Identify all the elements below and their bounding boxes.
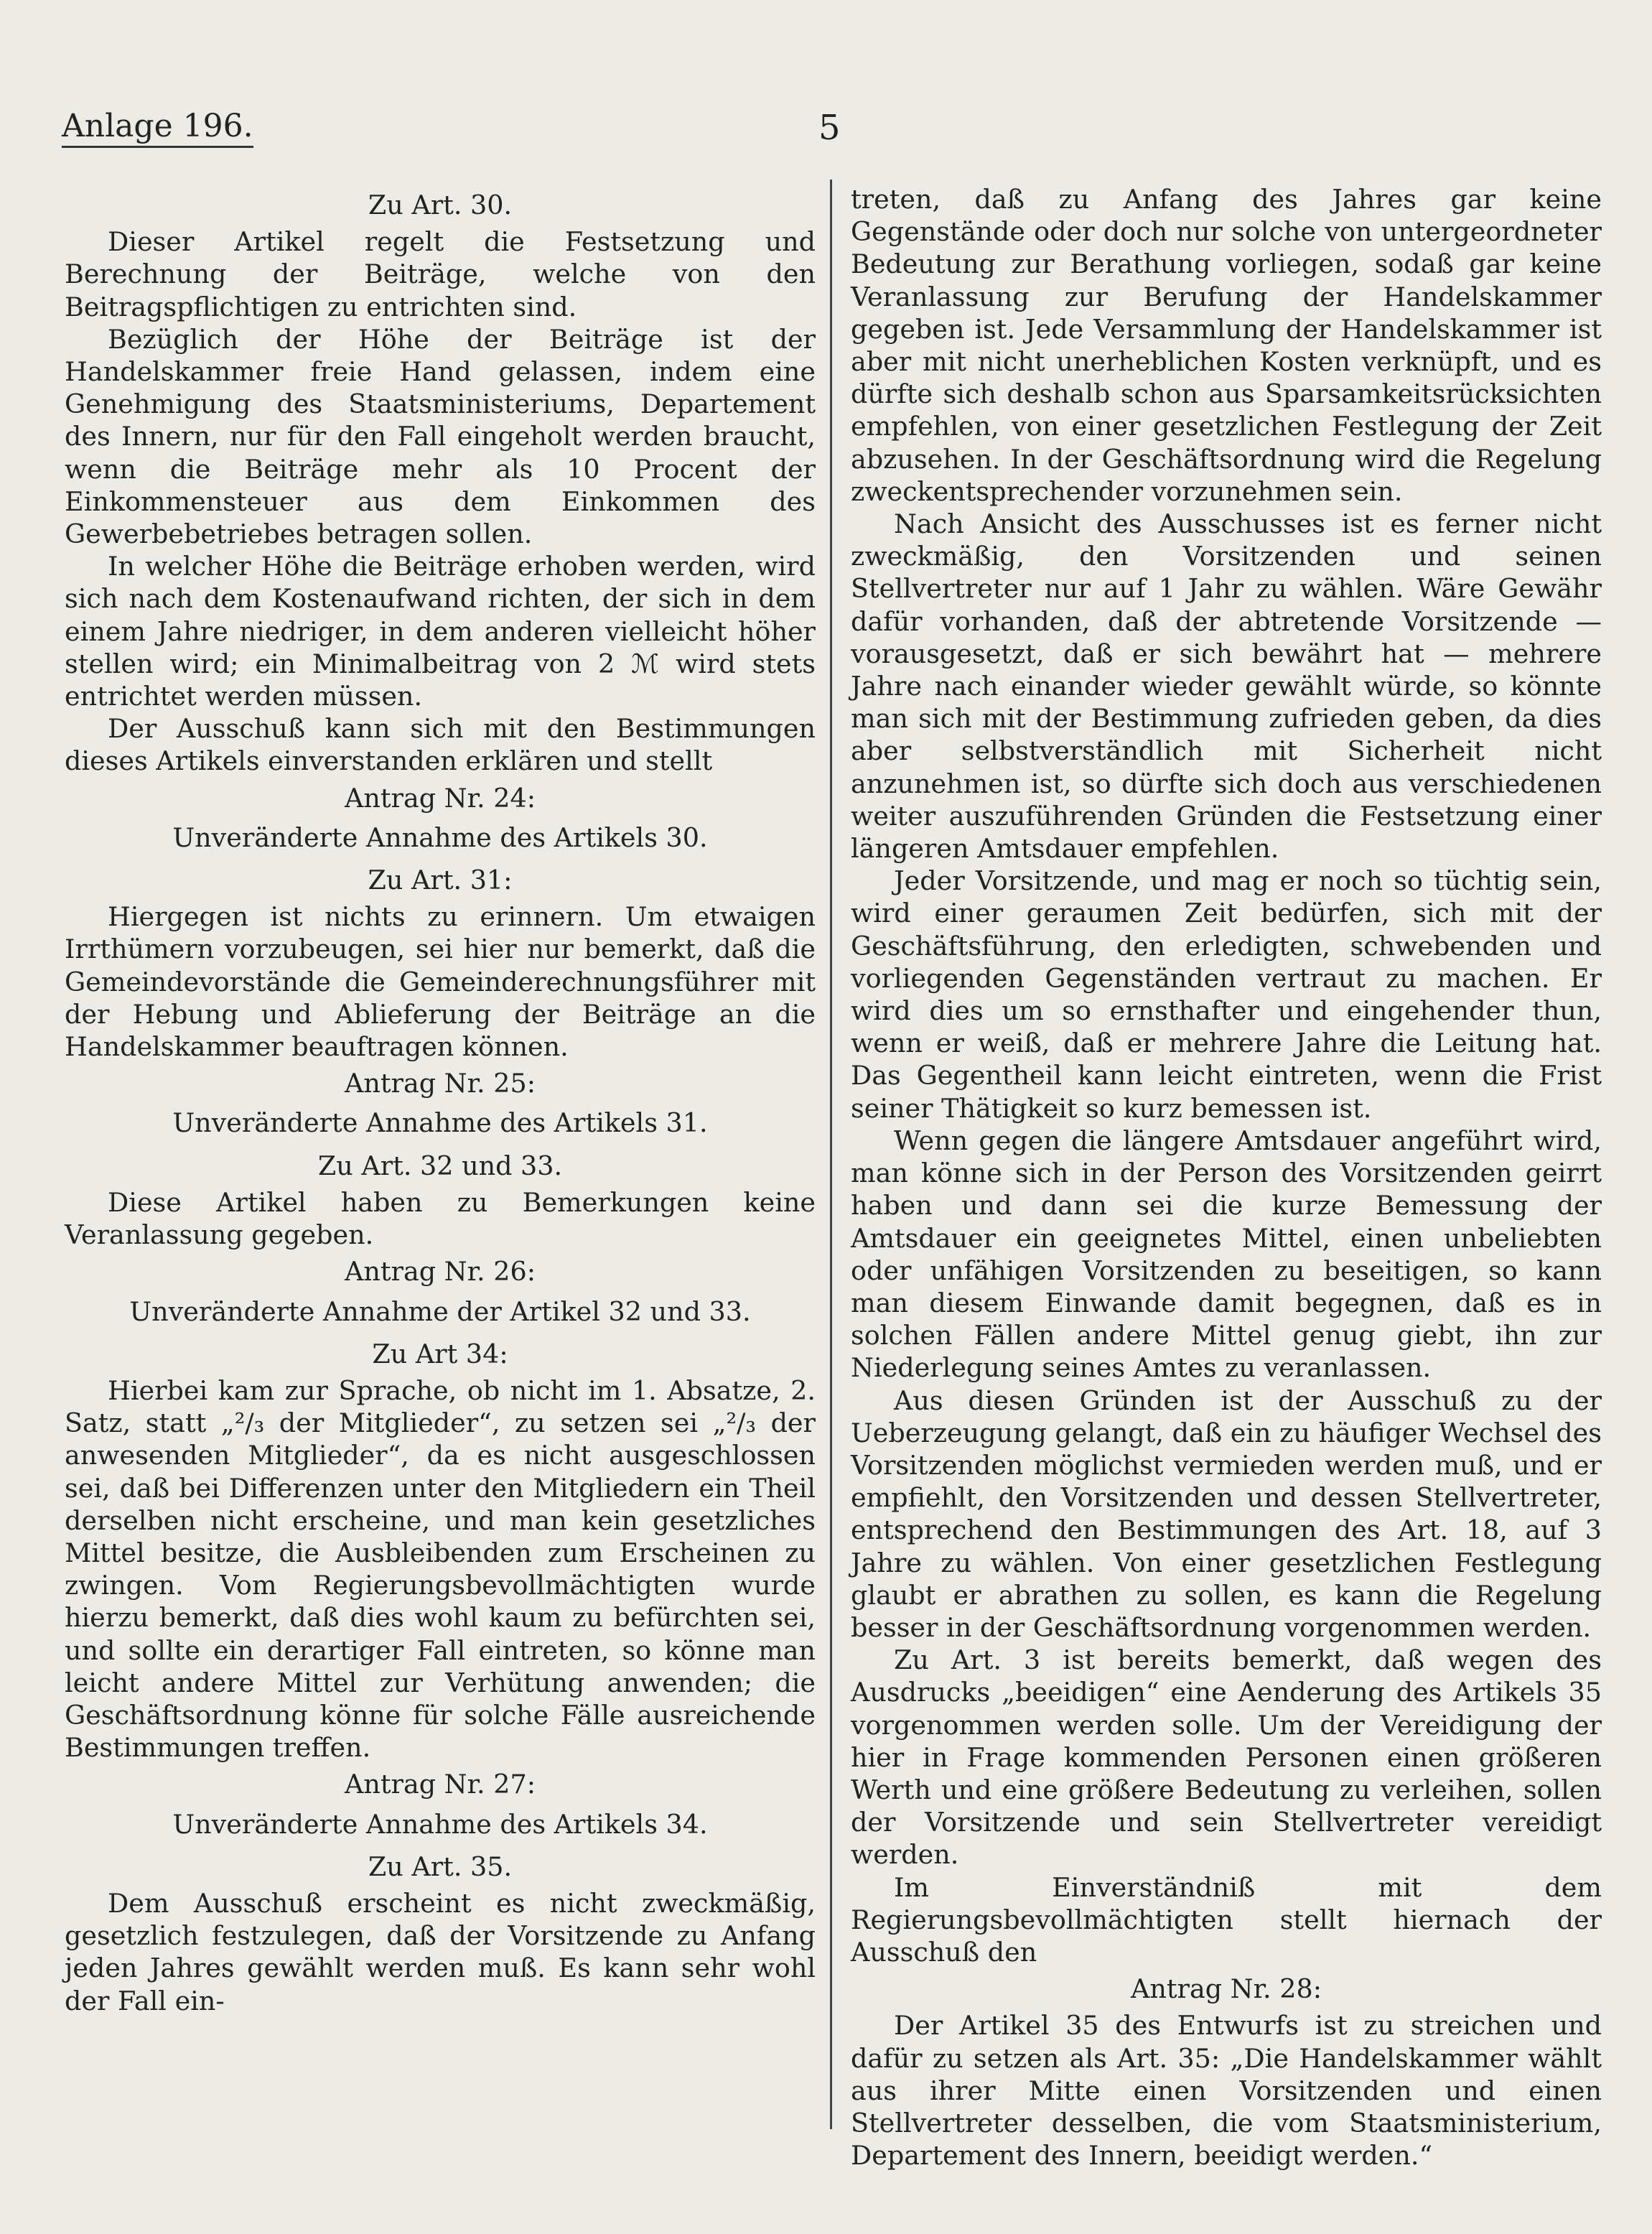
section-heading: Zu Art. 30. [368,190,513,220]
paragraph: Zu Art. 3 ist bereits bemerkt, daß wegen des Ausdrucks „beeidigen“ eine Aenderung des Artikels 35 vorgenommen werden solle. Um der Vereidigung der hier in Frage kommenden Personen einen größeren Werth und eine größere Bedeutung zu verleihen, sollen der Vorsitzende und sein Stellvertreter vereidigt werden. [851,1644,1602,1871]
motion-label: Antrag Nr. 27: [344,1769,536,1800]
motion-text: Unveränderte Annahme des Artikels 31. [172,1107,708,1139]
left-column [65,183,816,2017]
motion-label: Antrag Nr. 25: [344,1068,536,1099]
paragraph: Dem Ausschuß erscheint es nicht zweckmäßig, gesetzlich festzulegen, daß der Vorsitzende zu Anfang jeden Jahres gewählt werden muß. Es kann sehr wohl der Fall ein- [65,1887,816,2016]
paragraph: Wenn gegen die längere Amtsdauer angeführt wird, man könne sich in der Person des Vorsitzenden geirrt haben und dann sei die kurze Bemessung der Amtsdauer ein geeignetes Mittel, einen unbeliebten oder unfähigen Vorsitzenden zu beseitigen, so kann man diesem Einwande damit begegnen, daß es in solchen Fällen andere Mittel genug giebt, ihn zur Niederlegung seines Amtes zu veranlassen. [851,1125,1602,1384]
paragraph: Hierbei kam zur Sprache, ob nicht im 1. Absatze, 2. Satz, statt „²/₃ der Mitglieder“, zu setzen sei „²/₃ der anwesenden Mitglieder“, da es nicht ausgeschlossen sei, daß bei Differenzen unter den Mitgliedern ein Theil derselben nicht erscheine, und man kein gesetzliches Mittel besitze, die Ausbleibenden zum Erscheinen zu zwingen. Vom Regierungsbevollmächtigten wurde hierzu bemerkt, daß dies wohl kaum zu befürchten sei, und sollte ein derartiger Fall eintreten, so könne man leicht andere Mittel zur Verhütung anwenden; die Geschäftsordnung könne für solche Fälle ausreichende Bestimmungen treffen. [65,1374,816,1764]
paragraph-continued: treten, daß zu Anfang des Jahres gar keine Gegenstände oder doch nur solche von untergeordneter Bedeutung zur Berathung vorliegen, sodaß gar keine Veranlassung zur Berufung der Handelskammer gegeben ist. Jede Versammlung der Handelskammer ist aber mit nicht unerheblichen Kosten verknüpft, und es dürfte sich deshalb schon aus Sparsamkeitsrücksichten empfehlen, von einer gesetzlichen Festlegung der Zeit abzusehen. In der Geschäftsordnung wird die Regelung zweckentsprechender vorzunehmen sein. [851,184,1602,507]
paragraph: Diese Artikel haben zu Bemerkungen keine Veranlassung gegeben. [65,1186,816,1251]
paragraph: Aus diesen Gründen ist der Ausschuß zu der Ueberzeugung gelangt, daß ein zu häufiger Wechsel des Vorsitzenden möglichst vermieden werden muß, und er empfiehlt, den Vorsitzenden und dessen Stellvertreter, entsprechend den Bestimmungen des Art. 18, auf 3 Jahre zu wählen. Von einer gesetzlichen Festlegung glaubt er abrathen zu sollen, es kann die Regelung besser in der Geschäftsordnung vorgenommen werden. [851,1384,1602,1643]
paragraph: In welcher Höhe die Beiträge erhoben werden, wird sich nach dem Kostenaufwand richten, der sich in dem einem Jahre niedriger, in dem anderen vielleicht höher stellen wird; ein Minimalbeitrag von 2 ℳ wird stets entrichtet werden müssen. [65,551,816,712]
appendix-label: Anlage 196. [62,108,253,148]
right-column [851,183,1602,2172]
motion-text: Unveränderte Annahme der Artikel 32 und 33. [129,1295,751,1327]
column-divider [830,180,832,2129]
motion-label: Antrag Nr. 28: [1130,1973,1322,2005]
motion-text: Unveränderte Annahme des Artikels 34. [172,1808,708,1840]
section-heading: Zu Art. 31: [368,865,513,896]
paragraph: Nach Ansicht des Ausschusses ist es ferner nicht zweckmäßig, den Vorsitzenden und seinen Stellvertreter nur auf 1 Jahr zu wählen. Wäre Gewähr dafür vorhanden, daß der abtretende Vorsitzende — vorausgesetzt, daß er sich bewährt hat — mehrere Jahre nach einander wieder gewählt würde, so könnte man sich mit der Bestimmung zufrieden geben, da dies aber selbstverständlich mit Sicherheit nicht anzunehmen ist, so dürfte sich doch aus verschiedenen weiter auszuführenden Gründen die Festsetzung einer längeren Amtsdauer empfehlen. [851,508,1602,865]
paragraph: Jeder Vorsitzende, und mag er noch so tüchtig sein, wird einer geraumen Zeit bedürfen, sich mit der Geschäftsführung, den erledigten, schwebenden und vorliegenden Gegenständen vertraut zu machen. Er wird dies um so ernsthafter und eingehender thun, wenn er weiß, daß er mehrere Jahre die Leitung hat. Das Gegentheil kann leicht eintreten, wenn die Frist seiner Thätigkeit so kurz bemessen ist. [851,865,1602,1124]
paragraph: Im Einverständniß mit dem Regierungsbevollmächtigten stellt hiernach der Ausschuß den [851,1871,1602,1968]
paragraph: Bezüglich der Höhe der Beiträge ist der Handelskammer freie Hand gelassen, indem eine Genehmigung des Staatsministeriums, Departement des Innern, nur für den Fall eingeholt werden braucht, wenn die Beiträge mehr als 10 Procent der Einkommensteuer aus dem Einkommen des Gewerbebetriebes betragen sollen. [65,323,816,550]
section-heading: Zu Art. 32 und 33. [317,1150,563,1181]
motion-text: Unveränderte Annahme des Artikels 30. [172,822,708,853]
motion-label: Antrag Nr. 24: [344,782,536,814]
page-number: 5 [818,108,841,148]
paragraph: Hiergegen ist nichts zu erinnern. Um etwaigen Irrthümern vorzubeugen, sei hier nur bemerkt, daß die Gemeindevorstände die Gemeinderechnungsführer mit der Hebung und Ablieferung der Beiträge an die Handelskammer beauftragen können. [65,901,816,1063]
section-heading: Zu Art. 35. [368,1851,513,1882]
paragraph: Der Ausschuß kann sich mit den Bestimmungen dieses Artikels einverstanden erklären und stellt [65,713,816,777]
paragraph: Der Artikel 35 des Entwurfs ist zu streichen und dafür zu setzen als Art. 35: „Die Handelskammer wählt aus ihrer Mitte einen Vorsitzenden und einen Stellvertreter desselben, die vom Staatsministerium, Departement des Innern, beeidigt werden.“ [851,2010,1602,2172]
motion-label: Antrag Nr. 26: [344,1256,536,1288]
section-heading: Zu Art 34: [372,1338,508,1369]
paragraph: Dieser Artikel regelt die Festsetzung und Berechnung der Beiträge, welche von den Beitragspflichtigen zu entrichten sind. [65,226,816,322]
